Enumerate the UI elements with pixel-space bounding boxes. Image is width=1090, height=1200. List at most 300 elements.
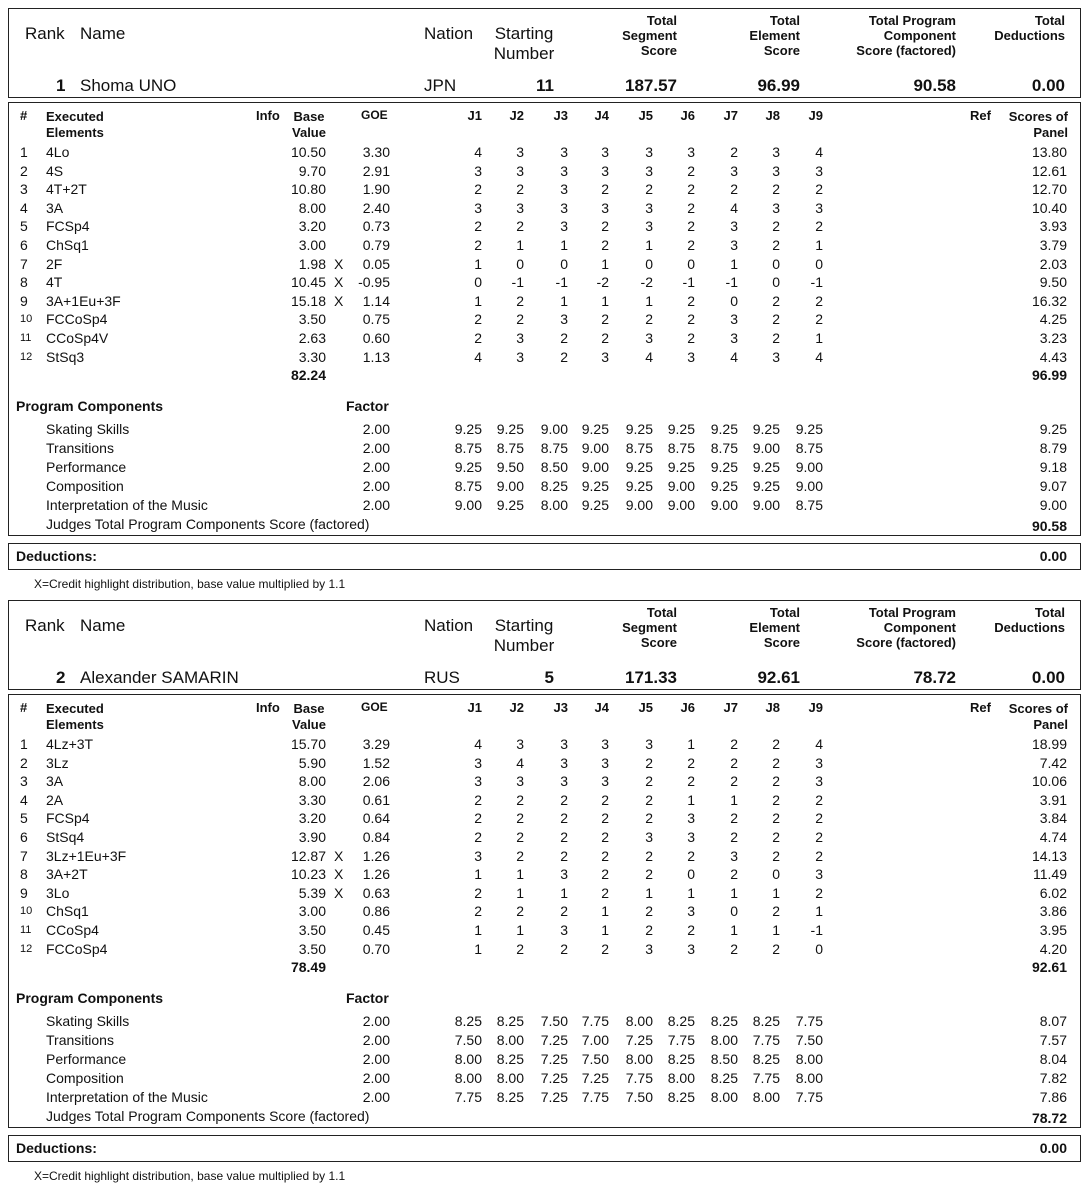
component-row xyxy=(0,1033,1090,1049)
element-base-value: 5.90 xyxy=(298,754,326,771)
component-judge-score: 9.00 xyxy=(540,421,568,437)
element-number: 9 xyxy=(20,292,28,309)
element-judge-score: 4 xyxy=(730,199,738,216)
component-row xyxy=(0,1014,1090,1030)
component-judge-score: 7.25 xyxy=(625,1032,653,1048)
component-judge-score: 8.00 xyxy=(795,1070,823,1086)
element-judge-score: 4 xyxy=(730,348,738,365)
col-judge: J1 xyxy=(467,108,482,123)
component-name: Composition xyxy=(46,1070,124,1086)
element-judge-score: 1 xyxy=(474,255,482,272)
element-judge-score: 3 xyxy=(601,754,609,771)
element-panel-score: 12.70 xyxy=(1031,181,1067,198)
rank-value: 2 xyxy=(56,668,66,687)
element-x-marker: X xyxy=(334,292,344,309)
element-judge-score: 3 xyxy=(601,162,609,179)
judges-total-label: Judges Total Program Components Score (factored) xyxy=(46,1108,370,1124)
component-judge-score: 7.25 xyxy=(540,1070,568,1086)
components-total-value: 90.58 xyxy=(1031,518,1067,534)
element-judge-score: 3 xyxy=(687,144,695,160)
name-label: Name xyxy=(80,616,126,635)
element-number: 7 xyxy=(20,847,28,864)
col-judge: J8 xyxy=(765,700,780,715)
element-name: 3A xyxy=(46,199,64,216)
element-judge-score: 2 xyxy=(474,791,482,808)
table-row xyxy=(0,275,1090,291)
element-panel-score: 7.42 xyxy=(1039,754,1067,771)
component-panel-score: 7.86 xyxy=(1039,1089,1067,1105)
element-goe: 0.61 xyxy=(362,791,390,808)
element-base-value: 3.00 xyxy=(298,237,326,253)
element-judge-score: 2 xyxy=(645,847,653,864)
element-judge-score: 2 xyxy=(815,829,823,845)
element-x-marker: X xyxy=(334,255,344,272)
element-base-value: 3.50 xyxy=(298,311,326,328)
element-judge-score: 1 xyxy=(474,292,482,309)
table-row xyxy=(0,257,1090,273)
component-factor: 2.00 xyxy=(362,1032,390,1048)
element-panel-score: 11.49 xyxy=(1033,866,1067,883)
element-goe: 0.05 xyxy=(362,255,390,272)
element-judge-score: 3 xyxy=(560,736,568,752)
component-row xyxy=(0,1090,1090,1106)
element-judge-score: 2 xyxy=(815,791,823,808)
element-judge-score: 3 xyxy=(730,237,738,253)
element-judge-score: 3 xyxy=(560,144,568,160)
component-name: Performance xyxy=(46,459,127,475)
element-judge-score: 2 xyxy=(516,847,524,864)
element-judge-score: 1 xyxy=(772,884,780,901)
element-base-value: 10.50 xyxy=(290,144,326,160)
col-judge: J5 xyxy=(638,700,653,715)
table-row xyxy=(0,238,1090,254)
element-x-marker: X xyxy=(334,866,344,883)
element-judge-score: 1 xyxy=(687,884,695,901)
element-judge-score: 1 xyxy=(601,255,609,272)
element-number: 2 xyxy=(20,162,28,179)
element-judge-score: -1 xyxy=(725,274,738,291)
component-judge-score: 7.75 xyxy=(667,1032,695,1048)
element-base-value: 15.18 xyxy=(290,292,326,309)
element-judge-score: 2 xyxy=(687,199,695,216)
element-judge-score: 3 xyxy=(560,162,568,179)
element-judge-score: 2 xyxy=(645,866,653,883)
component-judge-score: 9.00 xyxy=(667,478,695,494)
element-judge-score: 2 xyxy=(474,829,482,845)
element-judge-score: 2 xyxy=(815,311,823,328)
component-judge-score: 7.50 xyxy=(625,1089,653,1105)
element-judge-score: 4 xyxy=(645,348,653,365)
element-judge-score: 2 xyxy=(601,330,609,346)
component-judge-score: 8.25 xyxy=(496,1051,524,1067)
table-row xyxy=(0,849,1090,865)
component-judge-score: 9.25 xyxy=(710,421,738,437)
component-judge-score: 9.25 xyxy=(581,497,609,513)
starting-number-label: Starting Number xyxy=(493,616,555,655)
element-base-value: 1.98 xyxy=(298,255,326,272)
element-judge-score: 2 xyxy=(815,810,823,827)
element-judge-score: 2 xyxy=(730,866,738,883)
element-judge-score: 2 xyxy=(516,791,524,808)
element-judge-score: 2 xyxy=(601,218,609,235)
element-judge-score: 2 xyxy=(730,810,738,827)
element-judge-score: 2 xyxy=(601,884,609,901)
element-name: 2F xyxy=(46,255,63,272)
col-info: Info xyxy=(256,700,280,715)
elements-score-total: 96.99 xyxy=(1031,367,1067,384)
element-judge-score: 0 xyxy=(645,255,653,272)
element-judge-score: 2 xyxy=(772,754,780,771)
element-judge-score: 2 xyxy=(772,810,780,827)
col-judge: J6 xyxy=(680,108,695,123)
element-name: CCoSp4V xyxy=(46,330,109,346)
component-judge-score: 7.75 xyxy=(581,1013,609,1029)
table-row xyxy=(0,793,1090,809)
nation-value: JPN xyxy=(424,76,457,95)
component-judge-score: 9.00 xyxy=(752,497,780,513)
component-judge-score: 9.00 xyxy=(795,478,823,494)
element-number: 8 xyxy=(20,866,28,883)
component-judge-score: 8.25 xyxy=(752,1013,780,1029)
element-judge-score: 4 xyxy=(815,348,823,365)
component-factor: 2.00 xyxy=(362,440,390,456)
component-judge-score: 9.25 xyxy=(710,459,738,475)
element-judge-score: 1 xyxy=(560,292,568,309)
element-judge-score: 3 xyxy=(687,348,695,365)
element-judge-score: 3 xyxy=(730,847,738,864)
component-judge-score: 9.25 xyxy=(795,421,823,437)
component-judge-score: 8.50 xyxy=(710,1051,738,1067)
element-judge-score: 1 xyxy=(730,791,738,808)
component-judge-score: 8.75 xyxy=(795,440,823,456)
element-judge-score: 3 xyxy=(730,218,738,235)
nation-label: Nation xyxy=(424,24,474,43)
element-name: 3Lo xyxy=(46,884,70,901)
element-number: 8 xyxy=(20,274,28,291)
element-judge-score: 2 xyxy=(516,940,524,957)
component-judge-score: 8.75 xyxy=(795,497,823,513)
factor-heading: Factor xyxy=(346,990,389,1006)
component-row xyxy=(0,1071,1090,1087)
total-segment-score-label: Total Segment Score xyxy=(622,13,677,58)
element-judge-score: 0 xyxy=(772,255,780,272)
element-name: StSq4 xyxy=(46,829,85,845)
element-judge-score: 2 xyxy=(772,736,780,752)
element-judge-score: 2 xyxy=(772,330,780,346)
element-judge-score: 1 xyxy=(601,292,609,309)
element-number: 6 xyxy=(20,237,28,253)
element-judge-score: 2 xyxy=(687,330,695,346)
element-base-value: 3.50 xyxy=(298,922,326,938)
element-number: 4 xyxy=(20,791,28,808)
col-goe: GOE xyxy=(361,108,388,122)
element-judge-score: 0 xyxy=(772,866,780,883)
element-name: 4Lz+3T xyxy=(46,736,94,752)
component-judge-score: 8.25 xyxy=(454,1013,482,1029)
element-judge-score: 3 xyxy=(645,199,653,216)
element-goe: 1.90 xyxy=(362,181,390,198)
element-judge-score: 2 xyxy=(601,810,609,827)
component-judge-score: 8.00 xyxy=(710,1089,738,1105)
component-name: Transitions xyxy=(46,440,114,456)
element-number: 2 xyxy=(20,754,28,771)
component-judge-score: 7.50 xyxy=(581,1051,609,1067)
element-number: 1 xyxy=(20,736,28,752)
component-panel-score: 7.82 xyxy=(1039,1070,1067,1086)
component-judge-score: 8.00 xyxy=(667,1070,695,1086)
total-deductions-value: 0.00 xyxy=(1031,668,1065,687)
element-judge-score: 3 xyxy=(474,754,482,771)
element-judge-score: 2 xyxy=(601,847,609,864)
col-judge: J3 xyxy=(553,700,568,715)
element-judge-score: 2 xyxy=(474,311,482,328)
element-judge-score: 3 xyxy=(772,199,780,216)
program-components-heading: Program Components xyxy=(16,398,164,414)
base-value-total: 78.49 xyxy=(290,959,326,976)
component-name: Skating Skills xyxy=(46,1013,130,1029)
component-judge-score: 8.00 xyxy=(710,1032,738,1048)
element-panel-score: 4.74 xyxy=(1039,829,1067,845)
component-judge-score: 7.75 xyxy=(795,1013,823,1029)
table-row xyxy=(0,201,1090,217)
component-judge-score: 7.50 xyxy=(540,1013,568,1029)
element-x-marker: X xyxy=(334,884,344,901)
component-judge-score: 9.00 xyxy=(752,440,780,456)
component-judge-score: 8.00 xyxy=(625,1013,653,1029)
element-judge-score: 2 xyxy=(772,773,780,790)
element-judge-score: 1 xyxy=(645,237,653,253)
total-pcs-label: Total Program Component Score (factored) xyxy=(856,13,956,58)
element-judge-score: 3 xyxy=(645,162,653,179)
skater-section xyxy=(0,592,1090,1187)
element-judge-score: -2 xyxy=(596,274,609,291)
element-judge-score: 1 xyxy=(815,903,823,920)
element-goe: 0.60 xyxy=(362,330,390,346)
component-row xyxy=(0,441,1090,457)
element-judge-score: 2 xyxy=(815,884,823,901)
element-number: 7 xyxy=(20,255,28,272)
element-judge-score: 2 xyxy=(687,311,695,328)
element-name: 4Lo xyxy=(46,144,70,160)
component-judge-score: 8.00 xyxy=(625,1051,653,1067)
element-judge-score: 2 xyxy=(687,162,695,179)
total-element-score-label: Total Element Score xyxy=(749,605,800,650)
col-judge: J7 xyxy=(723,700,738,715)
col-judge: J4 xyxy=(594,108,609,123)
component-row xyxy=(0,460,1090,476)
component-judge-score: 9.25 xyxy=(752,478,780,494)
starting-number-value: 11 xyxy=(536,76,554,95)
component-judge-score: 7.25 xyxy=(540,1051,568,1067)
element-judge-score: 4 xyxy=(516,754,524,771)
element-panel-score: 3.93 xyxy=(1039,218,1067,235)
component-factor: 2.00 xyxy=(362,1089,390,1105)
component-panel-score: 8.79 xyxy=(1039,440,1067,456)
total-element-score-value: 96.99 xyxy=(757,76,800,95)
component-judge-score: 8.00 xyxy=(795,1051,823,1067)
component-judge-score: 8.75 xyxy=(540,440,568,456)
element-name: 4T+2T xyxy=(46,181,87,198)
element-goe: 0.79 xyxy=(362,237,390,253)
element-judge-score: 2 xyxy=(730,773,738,790)
element-judge-score: 2 xyxy=(687,922,695,938)
element-name: FCSp4 xyxy=(46,810,90,827)
rank-value: 1 xyxy=(56,76,66,95)
element-judge-score: 2 xyxy=(645,810,653,827)
element-judge-score: 4 xyxy=(815,144,823,160)
element-judge-score: 3 xyxy=(474,199,482,216)
element-judge-score: 1 xyxy=(516,866,524,883)
element-judge-score: 2 xyxy=(474,330,482,346)
name-label: Name xyxy=(80,24,126,43)
table-row xyxy=(0,756,1090,772)
component-judge-score: 8.75 xyxy=(667,440,695,456)
component-judge-score: 9.00 xyxy=(581,459,609,475)
element-judge-score: 2 xyxy=(730,181,738,198)
col-judge: J2 xyxy=(509,700,524,715)
element-judge-score: -1 xyxy=(682,274,695,291)
element-judge-score: 2 xyxy=(772,847,780,864)
element-number: 5 xyxy=(20,218,28,235)
component-judge-score: 9.25 xyxy=(625,421,653,437)
element-judge-score: 2 xyxy=(516,903,524,920)
element-base-value: 5.39 xyxy=(298,884,326,901)
table-row xyxy=(0,923,1090,939)
element-name: StSq3 xyxy=(46,348,85,365)
element-judge-score: 2 xyxy=(687,773,695,790)
rank-label: Rank xyxy=(25,24,65,43)
element-name: FCSp4 xyxy=(46,218,90,235)
col-judge: J5 xyxy=(638,108,653,123)
total-pcs-value: 90.58 xyxy=(913,76,956,95)
total-element-score-value: 92.61 xyxy=(757,668,800,687)
total-segment-score-label: Total Segment Score xyxy=(622,605,677,650)
element-judge-score: 0 xyxy=(687,255,695,272)
element-judge-score: 3 xyxy=(601,736,609,752)
component-factor: 2.00 xyxy=(362,1070,390,1086)
element-judge-score: 2 xyxy=(601,866,609,883)
component-judge-score: 9.25 xyxy=(454,421,482,437)
element-judge-score: 0 xyxy=(516,255,524,272)
element-judge-score: 2 xyxy=(772,829,780,845)
element-judge-score: 3 xyxy=(645,829,653,845)
component-judge-score: 8.25 xyxy=(752,1051,780,1067)
total-deductions-label: Total Deductions xyxy=(994,605,1065,635)
nation-value: RUS xyxy=(424,668,460,687)
program-components-heading: Program Components xyxy=(16,990,164,1006)
component-judge-score: 7.75 xyxy=(625,1070,653,1086)
element-judge-score: 4 xyxy=(474,736,482,752)
element-judge-score: 1 xyxy=(516,237,524,253)
component-judge-score: 8.25 xyxy=(667,1013,695,1029)
element-judge-score: 2 xyxy=(560,810,568,827)
element-judge-score: -1 xyxy=(555,274,568,291)
component-panel-score: 9.18 xyxy=(1039,459,1067,475)
table-row xyxy=(0,294,1090,310)
element-judge-score: 2 xyxy=(645,754,653,771)
component-judge-score: 8.00 xyxy=(496,1032,524,1048)
component-factor: 2.00 xyxy=(362,459,390,475)
col-num: # xyxy=(20,108,28,123)
base-value-total: 82.24 xyxy=(290,367,326,384)
element-judge-score: 2 xyxy=(645,791,653,808)
col-judge: J8 xyxy=(765,108,780,123)
element-number: 1 xyxy=(20,144,28,160)
col-base-value: Base Value xyxy=(292,701,326,732)
element-judge-score: 0 xyxy=(687,866,695,883)
element-judge-score: 2 xyxy=(815,847,823,864)
element-panel-score: 18.99 xyxy=(1031,736,1067,752)
component-judge-score: 7.25 xyxy=(540,1032,568,1048)
element-judge-score: 1 xyxy=(687,736,695,752)
component-row xyxy=(0,479,1090,495)
component-name: Interpretation of the Music xyxy=(46,1089,208,1105)
element-judge-score: 3 xyxy=(687,940,695,957)
element-judge-score: 4 xyxy=(815,736,823,752)
footnote: X=Credit highlight distribution, base value multiplied by 1.1 xyxy=(34,1169,346,1183)
element-goe: 0.70 xyxy=(362,940,390,957)
col-judge: J4 xyxy=(594,700,609,715)
component-factor: 2.00 xyxy=(362,497,390,513)
element-x-marker: X xyxy=(334,274,344,291)
col-judge: J2 xyxy=(509,108,524,123)
element-judge-score: 3 xyxy=(560,311,568,328)
element-judge-score: 3 xyxy=(601,199,609,216)
element-judge-score: 3 xyxy=(560,181,568,198)
element-judge-score: 2 xyxy=(474,810,482,827)
skater-name: Alexander SAMARIN xyxy=(80,668,239,687)
deductions-value: 0.00 xyxy=(1039,548,1067,564)
element-judge-score: 2 xyxy=(730,144,738,160)
table-row xyxy=(0,886,1090,902)
element-judge-score: 2 xyxy=(474,884,482,901)
component-judge-score: 9.25 xyxy=(581,421,609,437)
element-panel-score: 3.84 xyxy=(1039,810,1067,827)
element-base-value: 10.80 xyxy=(290,181,326,198)
col-executed-elements: Executed Elements xyxy=(46,701,104,732)
table-row xyxy=(0,219,1090,235)
component-judge-score: 7.75 xyxy=(454,1089,482,1105)
component-judge-score: 8.25 xyxy=(496,1013,524,1029)
element-judge-score: 0 xyxy=(474,274,482,291)
element-judge-score: 1 xyxy=(815,237,823,253)
element-judge-score: 2 xyxy=(730,736,738,752)
element-base-value: 8.00 xyxy=(298,773,326,790)
element-number: 10 xyxy=(20,905,33,918)
element-judge-score: 3 xyxy=(815,162,823,179)
element-judge-score: 1 xyxy=(815,330,823,346)
element-judge-score: 4 xyxy=(474,348,482,365)
element-judge-score: 2 xyxy=(645,922,653,938)
element-number: 12 xyxy=(20,942,33,955)
element-name: FCCoSp4 xyxy=(46,940,108,957)
element-judge-score: 2 xyxy=(772,237,780,253)
component-judge-score: 8.75 xyxy=(496,440,524,456)
element-judge-score: 2 xyxy=(687,218,695,235)
col-judge: J3 xyxy=(553,108,568,123)
element-name: 4S xyxy=(46,162,64,179)
element-judge-score: 3 xyxy=(560,773,568,790)
table-row xyxy=(0,182,1090,198)
element-judge-score: -1 xyxy=(810,922,823,938)
element-judge-score: 3 xyxy=(516,144,524,160)
element-panel-score: 14.13 xyxy=(1031,847,1067,864)
col-judge: J1 xyxy=(467,700,482,715)
element-judge-score: -1 xyxy=(810,274,823,291)
element-judge-score: 2 xyxy=(815,218,823,235)
element-judge-score: 1 xyxy=(560,237,568,253)
deductions-box xyxy=(8,543,1081,570)
